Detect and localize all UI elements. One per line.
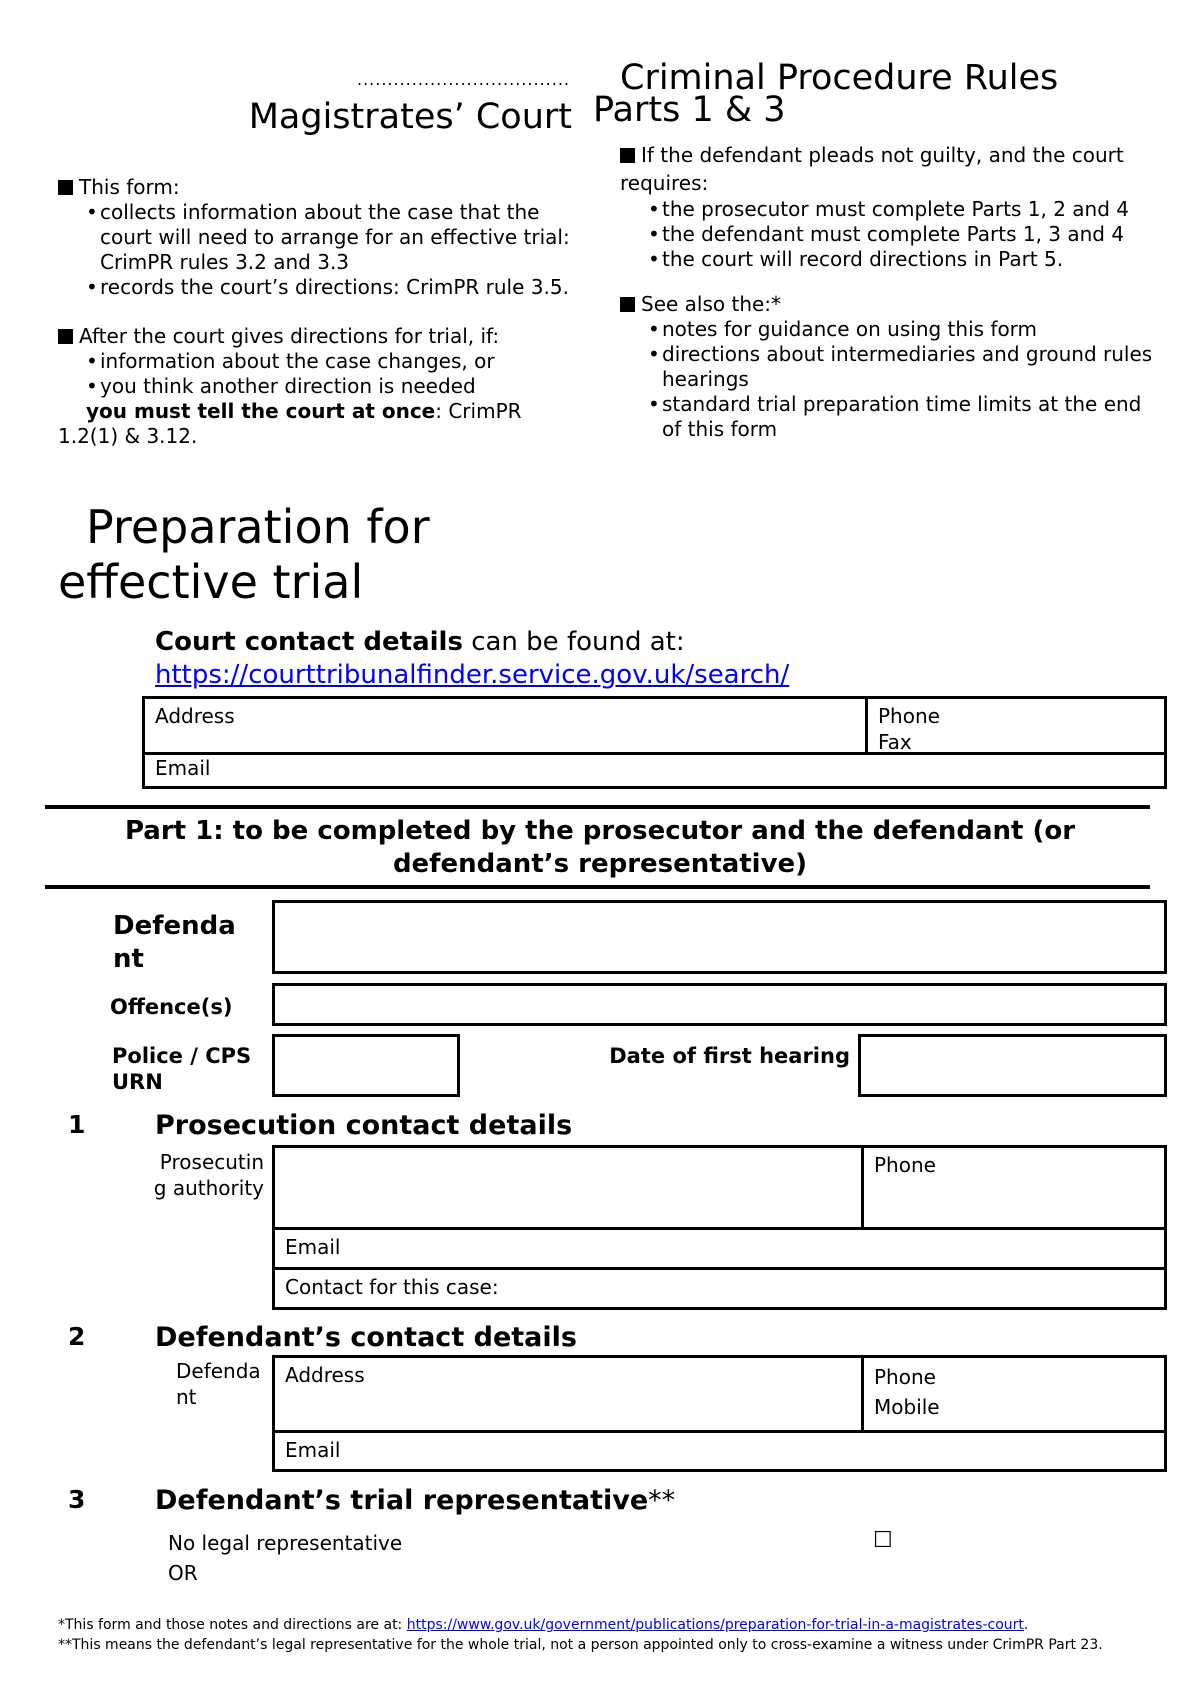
part1-heading: Part 1: to be completed by the prosecutor and the defendant (or defendant’s representative) [124,816,1076,879]
square-bullet-icon [620,297,635,312]
defendant-label: Defendant [113,911,236,974]
prosecution-phone-label: Phone [874,1153,936,1177]
see-also-label: See also the:* [641,292,782,316]
court-address-label: Address [155,704,235,728]
defendant-address-field[interactable] [275,1358,864,1433]
note-bullet: • notes for guidance on using this form [620,317,1160,342]
defendant-field[interactable] [272,900,1167,974]
no-rep-checkbox[interactable]: ☐ [873,1528,893,1553]
prosecution-email-label: Email [285,1235,341,1259]
note-bullet: • standard trial preparation time limits at the end of this form [620,392,1160,442]
no-rep-text [168,1528,402,1588]
defendant-email-label: Email [285,1438,341,1462]
rules-title [593,58,1059,130]
court-contact-table [142,696,1167,789]
first-hearing-field[interactable] [858,1034,1167,1097]
defendant-address-label: Address [285,1363,365,1387]
note-bullet: • directions about intermediaries and ground rules hearings [620,342,1160,392]
rules-title-line1: Criminal Procedure Rules [620,58,1059,98]
court-fax-label: Fax [878,730,912,754]
section3-title-mark: ** [648,1485,676,1516]
court-contact-bold: Court contact details [155,627,463,657]
divider [45,805,1150,809]
court-phone-label: Phone [878,704,940,728]
note-bullet: • the court will record directions in Part 5. [620,247,1160,272]
footnote-1-end: . [1023,1617,1029,1633]
court-name-blank: ................................... [356,70,570,89]
court-finder-link[interactable]: https://courttribunalfinder.service.gov.uk/search/ [155,660,790,690]
section3-number: 3 [68,1485,86,1514]
note-bullet: • the defendant must complete Parts 1, 3 and 4 [620,222,1160,247]
defendant-contact-label: Defendant [176,1359,261,1409]
footnote-1 [58,1616,1158,1634]
no-rep-label: No legal representative [168,1531,403,1555]
divider [45,885,1150,889]
court-phone-fax-field[interactable] [868,699,1164,755]
court-contact-intro [155,626,789,692]
square-bullet-icon [58,180,73,195]
defendant-phone-field[interactable] [864,1358,1164,1433]
note-bullet: • information about the case changes, or [58,349,578,374]
urn-label: Police / CPS URN [112,1044,252,1094]
must-tell-court: you must tell the court at once [86,399,436,423]
court-email-label: Email [155,756,211,780]
prosecution-email-field[interactable] [275,1230,1164,1270]
section3-title-wrap [155,1485,675,1516]
this-form-label: This form: [79,175,180,199]
prosecution-contact-table [272,1145,1167,1310]
section3-title: Defendant’s trial representative [155,1485,649,1516]
urn-field[interactable] [272,1034,460,1097]
square-bullet-icon [620,148,635,163]
prosecuting-authority-label: Prosecuting authority [153,1150,264,1200]
footnote-2: **This means the defendant’s legal representative for the whole trial, not a person appointed only to cross-examine a witness under CrimPR Part 23. [58,1637,1103,1653]
section2-title: Defendant’s contact details [155,1322,577,1353]
prosecution-contact-label: Contact for this case: [285,1275,499,1299]
right-notes [620,141,1160,442]
prosecution-phone-field[interactable] [864,1148,1164,1230]
note-bullet: • records the court’s directions: CrimPR rule 3.5. [58,275,578,300]
or-label: OR [168,1561,198,1585]
court-contact-rest: can be found at: [462,627,685,657]
note-bullet: • you think another direction is needed [58,374,578,399]
not-guilty-intro: If the defendant pleads not guilty, and the court requires: [620,143,1124,195]
footnote-1-text: *This form and those notes and directions are at: [58,1617,407,1633]
offences-label: Offence(s) [110,995,233,1019]
form-title-line2: effective trial [58,555,364,609]
court-address-field[interactable] [145,699,868,755]
guidance-link[interactable]: https://www.gov.uk/government/publications/preparation-for-trial-in-a-magistrates-court [406,1617,1024,1633]
court-email-field[interactable] [145,755,1164,786]
section1-number: 1 [68,1110,86,1139]
offences-field[interactable] [272,983,1167,1026]
form-title [58,500,430,610]
prosecution-contact-field[interactable] [275,1270,1164,1307]
defendant-email-field[interactable] [275,1433,1164,1469]
court-name: Magistrates’ Court [248,97,572,137]
first-hearing-label: Date of first hearing [609,1044,850,1068]
form-title-line1: Preparation for [86,500,430,554]
section1-title: Prosecution contact details [155,1110,573,1141]
defendant-contact-table [272,1355,1167,1472]
left-notes [58,175,578,449]
defendant-mobile-label: Mobile [874,1395,940,1419]
section2-number: 2 [68,1322,86,1351]
prosecuting-authority-field[interactable] [275,1148,864,1230]
defendant-phone-label: Phone [874,1365,936,1389]
rules-title-line2: Parts 1 & 3 [593,90,786,130]
must-tell-rule: : CrimPR 1.2(1) & 3.12. [58,399,522,448]
after-directions-label: After the court gives directions for trial, if: [79,324,500,348]
note-bullet: • the prosecutor must complete Parts 1, 2 and 4 [620,197,1160,222]
note-bullet: • collects information about the case that the court will need to arrange for an effective trial: CrimPR rules 3.2 and 3.3 [58,200,578,275]
square-bullet-icon [58,329,73,344]
